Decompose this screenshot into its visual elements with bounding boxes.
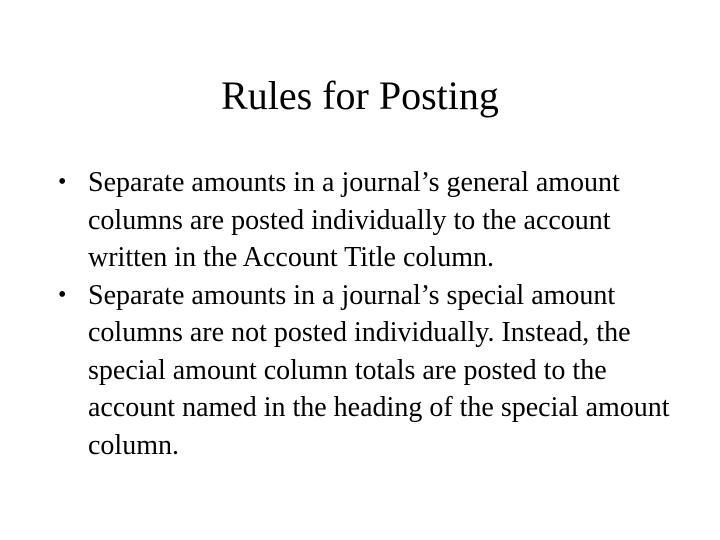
bullet-dot-icon: • bbox=[58, 169, 67, 195]
bullet-item-general-columns bbox=[58, 164, 678, 277]
bullet-item-special-columns bbox=[58, 277, 678, 465]
slide-title: Rules for Posting bbox=[221, 73, 499, 118]
bullet-list bbox=[58, 164, 678, 464]
bullet-text: Separate amounts in a journal’s special amount columns are not posted individually. Instead, the special amount column totals are posted to the account named in the heading of the special amount column. bbox=[88, 279, 670, 461]
bullet-text: Separate amounts in a journal’s general amount columns are posted individually to the account written in the Account Title column. bbox=[88, 167, 620, 273]
bullet-dot-icon: • bbox=[58, 281, 67, 308]
